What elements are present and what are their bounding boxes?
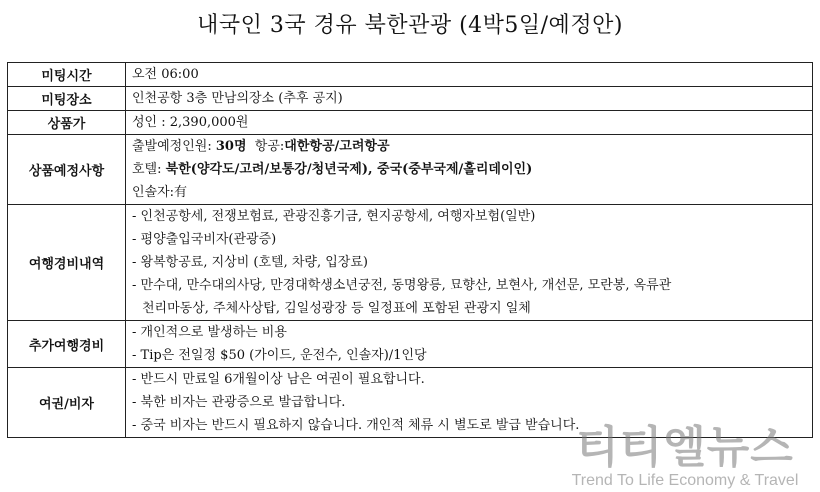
planned-items-label: 상품예정사항 bbox=[8, 135, 126, 205]
table-row-expenses bbox=[8, 205, 813, 321]
table-row-passport-visa bbox=[8, 368, 813, 438]
list-item: - 반드시 만료일 6개월이상 남은 여권이 필요합니다. bbox=[132, 372, 425, 387]
price-value: 성인 : 2,390,000원 bbox=[132, 115, 249, 130]
table-row-meeting-time bbox=[8, 63, 813, 87]
departure-airline-line bbox=[132, 135, 806, 158]
watermark-korean: 티티엘뉴스 bbox=[576, 422, 794, 473]
expenses-label: 여행경비내역 bbox=[8, 205, 126, 321]
table-row-price bbox=[8, 111, 813, 135]
hotel-line bbox=[132, 158, 806, 181]
page-title: 내국인 3국 경유 북한관광 (4박5일/예정안) bbox=[197, 13, 623, 38]
departure-people-count: 30명 bbox=[215, 139, 247, 154]
meeting-place-label: 미팅장소 bbox=[8, 87, 126, 111]
hotel-prefix: 호텔: bbox=[132, 162, 166, 177]
list-item: - Tip은 전일정 $50 (가이드, 운전수, 인솔자)/1인당 bbox=[132, 348, 427, 363]
list-item: - 왕복항공료, 지상비 (호텔, 차량, 입장료) bbox=[132, 255, 368, 270]
tour-info-table bbox=[7, 62, 813, 438]
watermark-english: Trend To Life Economy & Travel bbox=[571, 472, 799, 489]
airline-prefix: 항공: bbox=[246, 139, 285, 154]
list-item: - 평양출입국비자(관광증) bbox=[132, 232, 277, 247]
meeting-time-value: 오전 06:00 bbox=[132, 67, 199, 82]
table-row-meeting-place bbox=[8, 87, 813, 111]
table-row-extra-expenses bbox=[8, 321, 813, 368]
airline-value: 대한항공/고려항공 bbox=[284, 139, 390, 154]
passport-visa-label: 여권/비자 bbox=[8, 368, 126, 438]
meeting-place-value: 인천공항 3층 만남의장소 (추후 공지) bbox=[132, 91, 343, 106]
tour-leader-line: 인솔자:有 bbox=[132, 185, 188, 200]
list-item: - 인천공항세, 전쟁보험료, 관광진흥기금, 현지공항세, 여행자보험(일반) bbox=[132, 209, 536, 224]
price-label: 상품가 bbox=[8, 111, 126, 135]
list-item: - 중국 비자는 반드시 필요하지 않습니다. 개인적 체류 시 별도로 발급 받습니다. bbox=[132, 418, 580, 433]
list-item: - 만수대, 만수대의사당, 만경대학생소년궁전, 동명왕릉, 묘향산, 보현사, 개선문, 모란봉, 옥류관 bbox=[132, 278, 672, 293]
hotel-value: 북한(양각도/고려/보통강/청년국제), 중국(중부국제/홀리데이인) bbox=[165, 162, 533, 177]
departure-people-prefix: 출발예정인원: bbox=[132, 139, 216, 154]
list-item: 천리마동상, 주체사상탑, 김일성광장 등 일정표에 포함된 관광지 일체 bbox=[142, 301, 531, 316]
table-row-planned-items bbox=[8, 135, 813, 205]
list-item: - 개인적으로 발생하는 비용 bbox=[132, 325, 287, 340]
list-item: - 북한 비자는 관광증으로 발급합니다. bbox=[132, 395, 346, 410]
extra-expenses-label: 추가여행경비 bbox=[8, 321, 126, 368]
meeting-time-label: 미팅시간 bbox=[8, 63, 126, 87]
